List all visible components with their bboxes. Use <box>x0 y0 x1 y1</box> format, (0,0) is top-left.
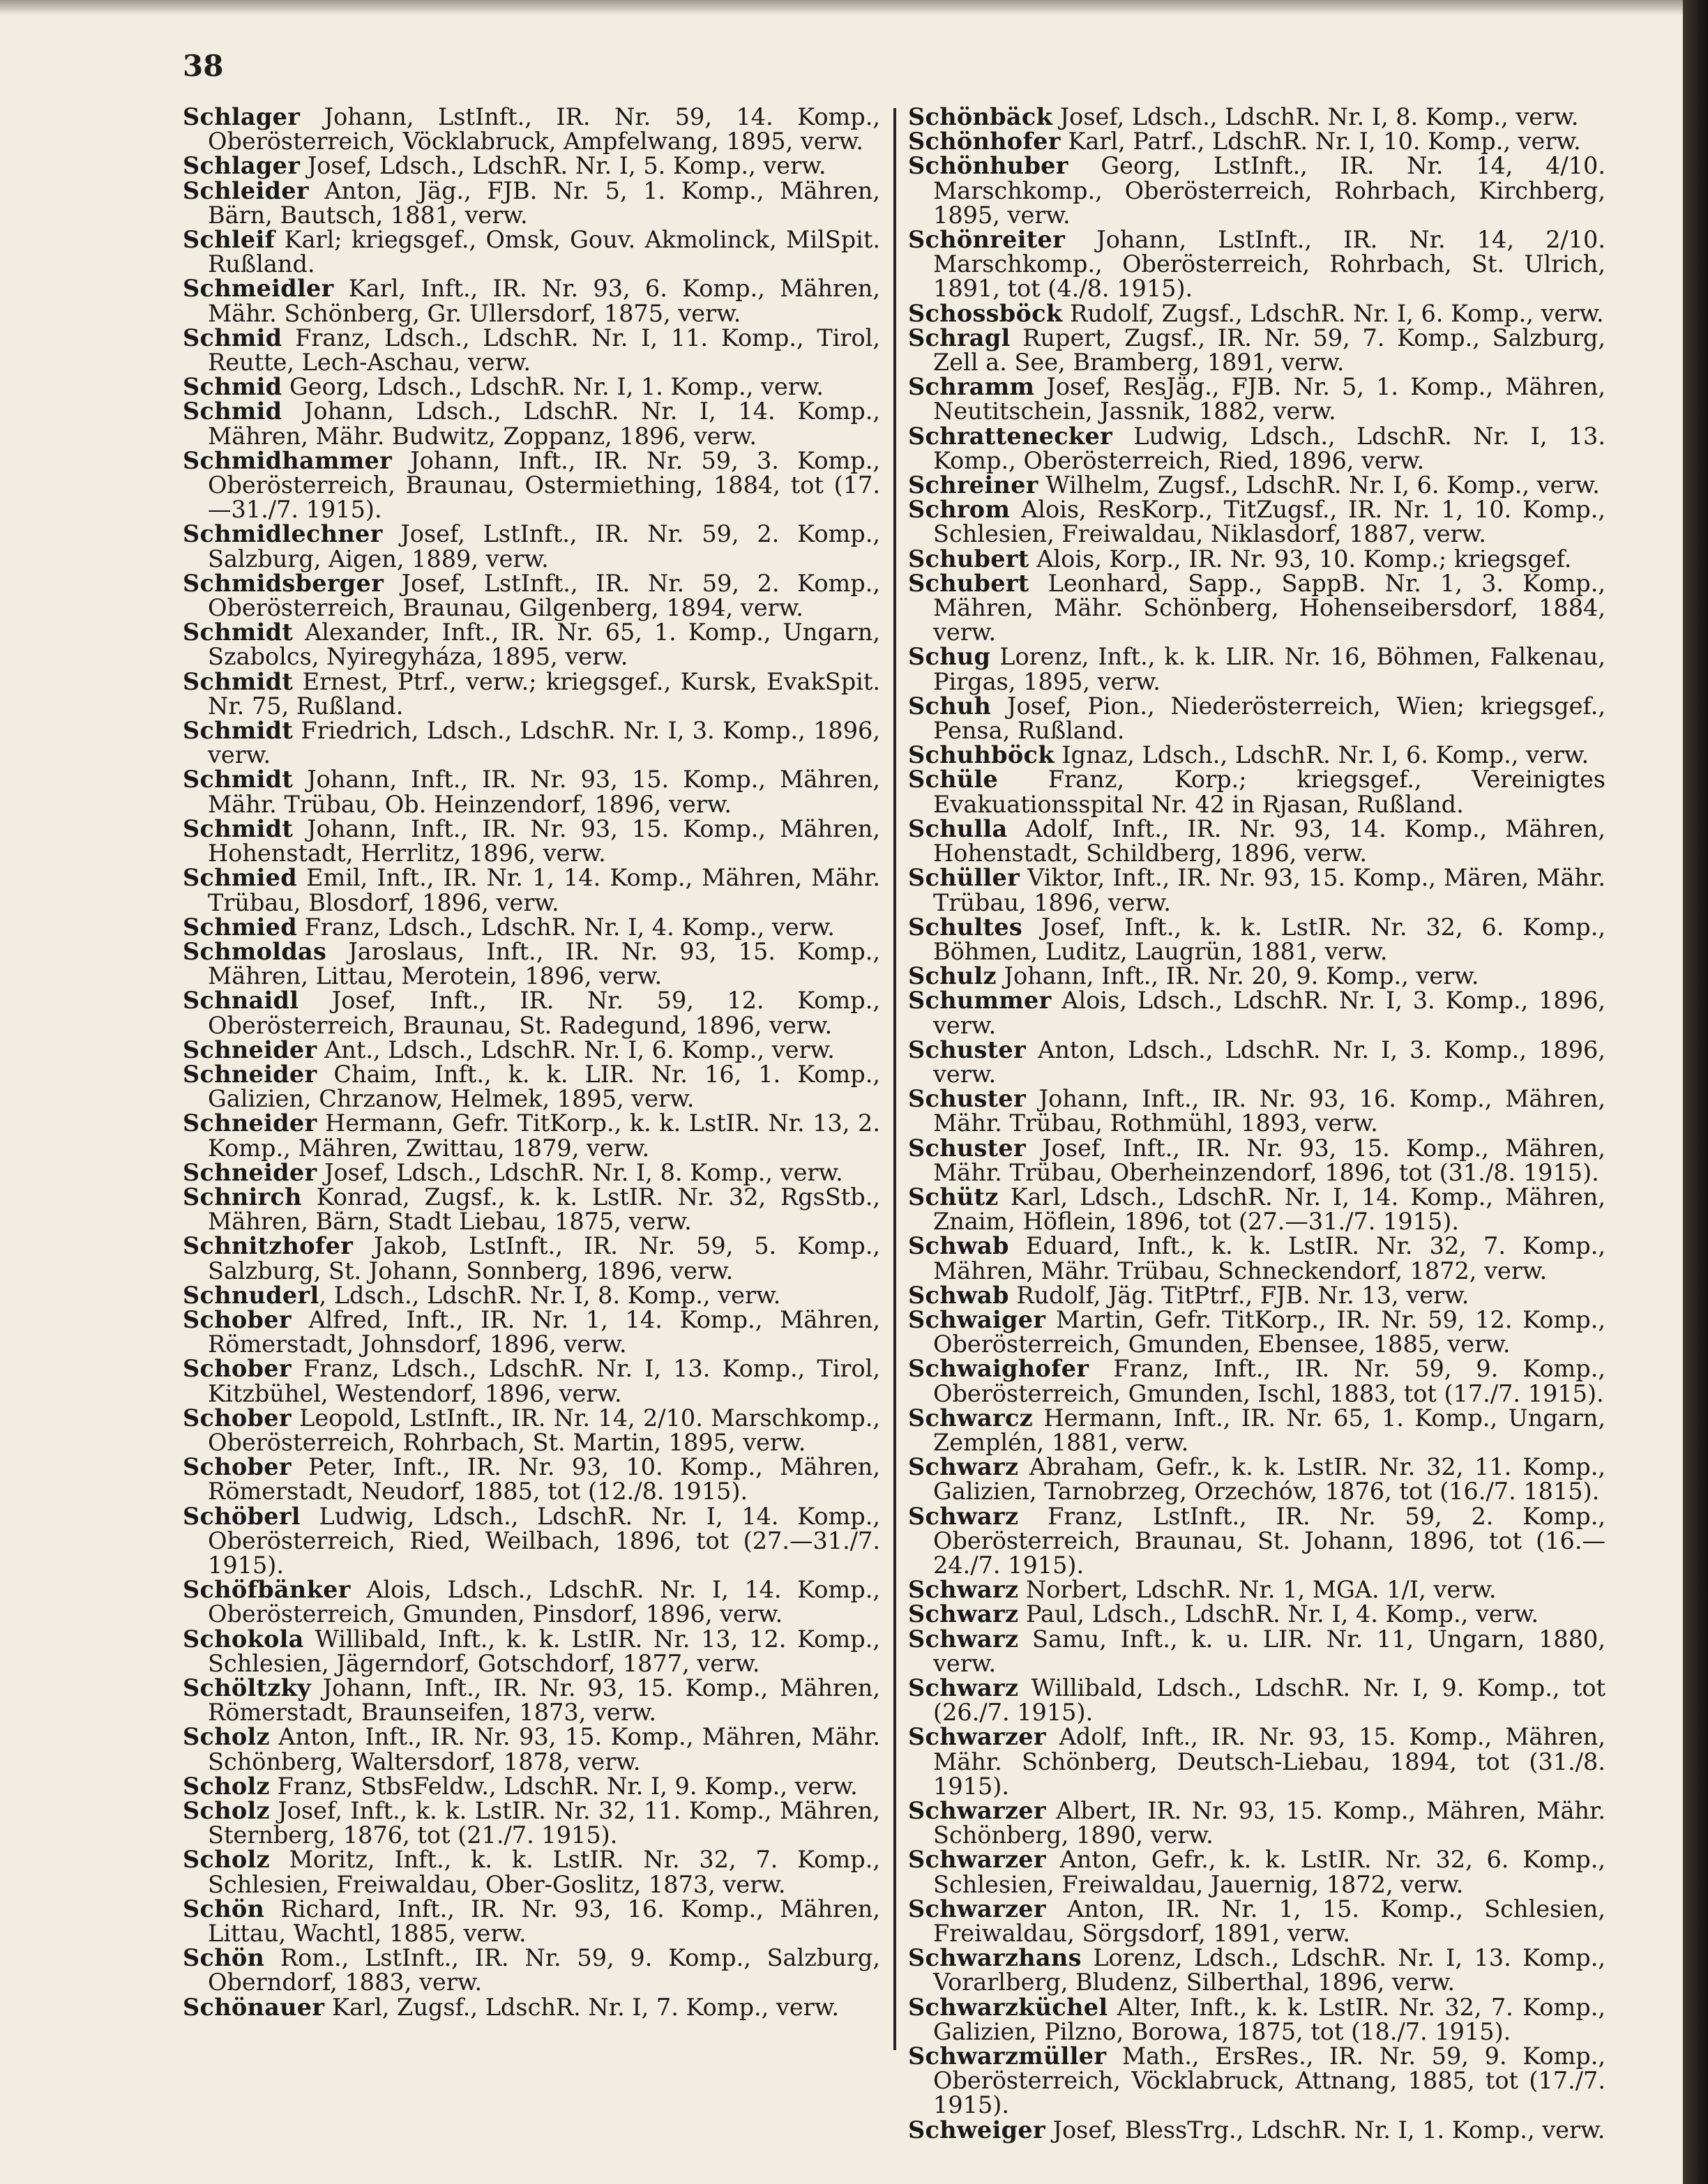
casualty-entry <box>908 1897 1605 1946</box>
casualty-entry <box>908 1946 1605 1994</box>
entry-details: Math., ErsRes., IR. Nr. 59, 9. Komp., Oberösterreich, Vöcklabruck, Attnang, 1885, tot (17./7. 1915). <box>933 2042 1605 2119</box>
casualty-entry <box>908 1724 1605 1798</box>
casualty-entry <box>908 301 1605 326</box>
casualty-entry <box>908 694 1605 743</box>
casualty-entry <box>908 1185 1605 1234</box>
casualty-entry <box>183 374 880 399</box>
casualty-entry <box>183 103 880 156</box>
casualty-entry <box>183 1062 880 1111</box>
entry-surname: Schweiger <box>908 2116 1045 2144</box>
casualty-entry <box>183 1185 880 1234</box>
casualty-entry <box>183 1798 880 1847</box>
entry-details: Wilhelm, Zugsf., LdschR. Nr. I, 6. Komp., verw. <box>1038 471 1600 499</box>
casualty-entry <box>908 1504 1605 1578</box>
entry-surname: Schönhuber <box>908 152 1068 180</box>
entry-surname: Schmidt <box>183 814 294 842</box>
entry-details: Anton, Ldsch., LdschR. Nr. I, 3. Komp., 1896, verw. <box>933 1036 1605 1088</box>
casualty-entry <box>183 522 880 570</box>
entry-details: Johann, LstInft., IR. Nr. 14, 2/10. Marschkomp., Oberösterreich, Rohrbach, St. Ulrich, 1891, tot (4./8. 1915). <box>933 226 1605 303</box>
casualty-entry <box>908 2044 1605 2118</box>
entry-details: Josef, LstInft., IR. Nr. 59, 2. Komp., Salzburg, Aigen, 1889, verw. <box>208 520 880 572</box>
entry-details: Martin, Gefr. TitKorp., IR. Nr. 59, 12. Komp., Oberösterreich, Gmunden, Ebensee, 1885, verw. <box>933 1305 1605 1358</box>
casualty-entry <box>908 1627 1605 1676</box>
entry-surname: Schwab <box>908 1232 1009 1260</box>
entry-surname: Schüller <box>908 864 1020 892</box>
casualty-entry <box>183 1627 880 1676</box>
entry-surname: Schwarzmüller <box>908 2042 1107 2070</box>
entry-details: Peter, Inft., IR. Nr. 93, 10. Komp., Mähren, Römerstadt, Neudorf, 1885, tot (12./8. 1915). <box>208 1453 880 1506</box>
entry-surname: Schmidsberger <box>183 569 384 597</box>
entry-details: Adolf, Inft., IR. Nr. 93, 15. Komp., Mähren, Mähr. Schönberg, Deutsch-Liebau, 1894, tot (31./8. 1915). <box>933 1723 1605 1800</box>
entry-details: Anton, Gefr., k. k. LstIR. Nr. 32, 6. Komp., Schlesien, Freiwaldau, Jauernig, 1872, verw. <box>933 1846 1605 1898</box>
entry-details: Leopold, LstInft., IR. Nr. 14, 2/10. Marschkomp., Oberösterreich, Rohrbach, St. Martin, 1895, verw. <box>208 1404 880 1456</box>
entry-surname: Scholz <box>183 1723 270 1751</box>
entry-details: Franz, LstInft., IR. Nr. 59, 2. Komp., Oberösterreich, Braunau, St. Johann, 1896, tot (16.—24./7. 1915). <box>933 1502 1605 1579</box>
casualty-entry <box>183 571 880 620</box>
entry-surname: Schnirch <box>183 1183 302 1211</box>
entry-details: Alois, ResKorp., TitZugsf., IR. Nr. 1, 10. Komp., Schlesien, Freiwaldau, Niklasdorf, 1887, verw. <box>933 496 1605 548</box>
entry-surname: Schwarzer <box>908 1723 1046 1751</box>
casualty-entry <box>908 1307 1605 1356</box>
entry-surname: Schüle <box>908 766 999 794</box>
entry-details: Josef, Inft., k. k. LstIR. Nr. 32, 6. Komp., Böhmen, Luditz, Laugrün, 1881, verw. <box>933 913 1605 965</box>
entry-details: Josef, BlessTrg., LdschR. Nr. I, 1. Komp., verw. <box>1045 2116 1605 2144</box>
entry-details: Viktor, Inft., IR. Nr. 93, 15. Komp., Mären, Mähr. Trübau, 1896, verw. <box>933 864 1605 916</box>
casualty-entry <box>908 1577 1605 1602</box>
entry-surname: Schöberl <box>183 1502 301 1530</box>
entry-details: Chaim, Inft., k. k. LIR. Nr. 16, 1. Komp., Galizien, Chrzanow, Helmek, 1895, verw. <box>208 1060 880 1113</box>
entry-details: Alois, Korp., IR. Nr. 93, 10. Komp.; kriegsgef. <box>1029 545 1572 572</box>
entry-details: Josef, ResJäg., FJB. Nr. 5, 1. Komp., Mähren, Neutitschein, Jassnik, 1882, verw. <box>933 373 1605 425</box>
entry-details: Abraham, Gefr., k. k. LstIR. Nr. 32, 11. Komp., Galizien, Tarnobrzeg, Orzechów, 1876, tot (16./7. 1815). <box>933 1453 1605 1506</box>
entry-details: Josef, Inft., k. k. LstIR. Nr. 32, 11. Komp., Mähren, Sternberg, 1876, tot (21./7. 1915). <box>208 1797 880 1849</box>
entry-surname: Schöltzky <box>183 1674 311 1701</box>
casualty-entry <box>183 153 880 178</box>
entry-details: Hermann, Inft., IR. Nr. 65, 1. Komp., Ungarn, Zemplén, 1881, verw. <box>933 1404 1605 1456</box>
entry-surname: Schober <box>183 1404 292 1432</box>
casualty-entry <box>183 324 880 377</box>
casualty-entry <box>908 1798 1605 1847</box>
entry-surname: Schulz <box>908 962 997 990</box>
entry-surname: Schmied <box>183 864 297 892</box>
entry-details: Josef, Inft., IR. Nr. 59, 12. Komp., Oberösterreich, Braunau, St. Radegund, 1896, verw. <box>208 987 880 1039</box>
entry-surname: Schwarz <box>908 1625 1019 1653</box>
entry-surname: Schneider <box>183 1060 317 1088</box>
casualty-entry <box>908 1136 1605 1185</box>
entry-details: Josef, LstInft., IR. Nr. 59, 2. Komp., Oberösterreich, Braunau, Gilgenberg, 1894, verw. <box>208 569 880 622</box>
entry-details: Moritz, Inft., k. k. LstIR. Nr. 32, 7. Komp., Schlesien, Freiwaldau, Ober-Goslitz, 1873, verw. <box>208 1846 880 1898</box>
casualty-entry <box>183 1897 880 1946</box>
entry-details: Karl, Inft., IR. Nr. 93, 6. Komp., Mähren, Mähr. Schönberg, Gr. Ullersdorf, 1875, verw. <box>208 275 880 327</box>
entry-surname: Schwarzer <box>908 1846 1046 1874</box>
entry-details: Johann, Inft., IR. Nr. 20, 9. Komp., verw. <box>996 962 1479 990</box>
entry-details: Josef, Ldsch., LdschR. Nr. I, 8. Komp., verw. <box>1052 103 1579 130</box>
casualty-entry <box>908 1234 1605 1282</box>
entry-surname: Schnitzhofer <box>183 1232 354 1260</box>
entry-surname: Schwarzküchel <box>908 1993 1108 2021</box>
casualty-entry <box>908 2118 1605 2142</box>
casualty-entry <box>183 718 880 767</box>
casualty-entry <box>183 1724 880 1773</box>
entry-details: Franz, Ldsch., LdschR. Nr. I, 11. Komp., Tirol, Reutte, Lech-Aschau, verw. <box>208 324 880 377</box>
casualty-entry <box>908 324 1605 377</box>
entry-details: Karl, Ldsch., LdschR. Nr. I, 14. Komp., Mähren, Znaim, Höflein, 1896, tot (27.—31./7. 1915). <box>933 1183 1605 1236</box>
casualty-entry <box>908 374 1605 423</box>
entry-details: Jakob, LstInft., IR. Nr. 59, 5. Komp., Salzburg, St. Johann, Sonnberg, 1896, verw. <box>208 1232 880 1284</box>
page-number: 38 <box>183 49 224 83</box>
entry-surname: Schmidt <box>183 667 294 695</box>
entry-surname: Schuhböck <box>908 741 1055 769</box>
entry-surname: Schwarz <box>908 1600 1019 1628</box>
entry-details: Rupert, Zugsf., IR. Nr. 59, 7. Komp., Salzburg, Zell a. See, Bramberg, 1891, verw. <box>933 324 1605 377</box>
entry-surname: Schubert <box>908 545 1029 572</box>
casualty-entry <box>908 1674 1605 1727</box>
entry-surname: Schrattenecker <box>908 422 1113 450</box>
casualty-entry <box>183 814 880 867</box>
entry-surname: Schön <box>183 1944 265 1972</box>
entry-details: Johann, Inft., IR. Nr. 93, 15. Komp., Mähren, Mähr. Trübau, Ob. Heinzendorf, 1896, verw. <box>208 766 880 818</box>
casualty-entry <box>183 1847 880 1896</box>
casualty-entry <box>183 1356 880 1405</box>
entry-surname: Schmidt <box>183 766 294 794</box>
entry-details: Willibald, Ldsch., LdschR. Nr. I, 9. Komp., tot (26./7. 1915). <box>933 1674 1605 1727</box>
entry-surname: Schubert <box>908 569 1029 597</box>
casualty-entry <box>183 1577 880 1626</box>
entry-surname: Schneider <box>183 1036 317 1063</box>
entry-surname: Schnaidl <box>183 987 299 1015</box>
entry-surname: Scholz <box>183 1797 270 1825</box>
entry-details: Josef, Ldsch., LdschR. Nr. I, 5. Komp., verw. <box>300 152 826 180</box>
entry-surname: Schmied <box>183 913 297 941</box>
entry-surname: Schug <box>908 643 991 671</box>
casualty-entry <box>183 620 880 669</box>
entry-surname: Schwarzhans <box>908 1944 1082 1972</box>
entry-surname: Schulla <box>908 814 1008 842</box>
casualty-entry <box>183 1946 880 1994</box>
entry-surname: Scholz <box>183 1846 270 1874</box>
entry-details: Leonhard, Sapp., SappB. Nr. 1, 3. Komp., Mähren, Mähr. Schönberg, Hohenseibersdorf, 1884, verw. <box>933 569 1605 646</box>
entry-details: Karl, Patrf., LdschR. Nr. I, 10. Komp., verw. <box>1060 128 1581 156</box>
entry-surname: Schober <box>183 1305 292 1333</box>
entry-surname: Schwarz <box>908 1576 1019 1604</box>
page-top-shadow <box>0 0 1688 15</box>
casualty-entry <box>908 1086 1605 1135</box>
casualty-entry <box>183 1453 880 1506</box>
entry-surname: Schmidlechner <box>183 520 383 548</box>
casualty-entry <box>183 865 880 914</box>
casualty-entry <box>908 964 1605 988</box>
casualty-entry <box>183 767 880 816</box>
casualty-entry <box>908 571 1605 645</box>
entry-surname: Schwab <box>908 1281 1009 1309</box>
entry-details: Karl; kriegsgef., Omsk, Gouv. Akmolinck, MilSpit. Rußland. <box>208 226 880 278</box>
casualty-entry <box>908 128 1605 156</box>
casualty-entry <box>908 988 1605 1037</box>
entry-surname: Schlager <box>183 103 301 130</box>
left-column <box>183 105 880 2019</box>
entry-details: Alois, Ldsch., LdschR. Nr. I, 3. Komp., 1896, verw. <box>933 987 1605 1039</box>
entry-details: Alfred, Inft., IR. Nr. 1, 14. Komp., Mähren, Römerstadt, Johnsdorf, 1896, verw. <box>208 1305 880 1358</box>
entry-surname: Schmidt <box>183 619 294 646</box>
casualty-entry <box>183 1111 880 1160</box>
entry-surname: Schmidhammer <box>183 446 393 474</box>
casualty-entry <box>908 497 1605 546</box>
entry-surname: Schreiner <box>908 471 1038 499</box>
casualty-entry <box>908 1847 1605 1896</box>
entry-details: Johann, Inft., IR. Nr. 93, 16. Komp., Mähren, Mähr. Trübau, Rothmühl, 1893, verw. <box>933 1085 1605 1137</box>
entry-details: Georg, Ldsch., LdschR. Nr. I, 1. Komp., verw. <box>282 373 824 401</box>
casualty-entry <box>183 1406 880 1455</box>
casualty-entry <box>908 547 1605 571</box>
casualty-entry <box>908 1283 1605 1307</box>
casualty-entry <box>183 939 880 988</box>
entry-surname: Scholz <box>183 1772 270 1800</box>
right-column <box>908 105 1605 2142</box>
entry-surname: Schmeidler <box>183 275 334 303</box>
casualty-entry <box>183 1504 880 1578</box>
entry-surname: Schnuderl <box>183 1281 319 1309</box>
entry-details: Rudolf, Zugsf., LdschR. Nr. I, 6. Komp., verw. <box>1062 299 1604 327</box>
entry-details: Friedrich, Ldsch., LdschR. Nr. I, 3. Komp., 1896, verw. <box>208 717 880 769</box>
entry-surname: Schwarcz <box>908 1404 1033 1432</box>
entry-details: Richard, Inft., IR. Nr. 93, 16. Komp., Mähren, Littau, Wachtl, 1885, verw. <box>208 1895 880 1948</box>
entry-details: Adolf, Inft., IR. Nr. 93, 14. Komp., Mähren, Hohenstadt, Schildberg, 1896, verw. <box>933 814 1605 867</box>
entry-surname: Schragl <box>908 324 1011 351</box>
entry-details: Franz, Ldsch., LdschR. Nr. I, 13. Komp., Tirol, Kitzbühel, Westendorf, 1896, verw. <box>208 1355 880 1407</box>
casualty-entry <box>908 473 1605 497</box>
casualty-entry <box>908 1602 1605 1626</box>
entry-surname: Schober <box>183 1355 292 1383</box>
entry-details: Franz, StbsFeldw., LdschR. Nr. I, 9. Komp., verw. <box>269 1772 858 1800</box>
entry-details: Rudolf, Jäg. TitPtrf., FJB. Nr. 13, verw. <box>1008 1281 1469 1309</box>
casualty-entry <box>908 1356 1605 1405</box>
casualty-entry <box>908 644 1605 693</box>
entry-details: Alexander, Inft., IR. Nr. 65, 1. Komp., Ungarn, Szabolcs, Nyiregyháza, 1895, verw. <box>208 619 880 671</box>
entry-surname: Schneider <box>183 1158 317 1186</box>
entry-surname: Schmid <box>183 324 282 351</box>
entry-surname: Schummer <box>908 987 1052 1015</box>
entry-surname: Schultes <box>908 913 1023 941</box>
entry-details: Alter, Inft., k. k. LstIR. Nr. 32, 7. Komp., Galizien, Pilzno, Borowa, 1875, tot (18./7. 1915). <box>933 1993 1605 2045</box>
entry-details: Lorenz, Inft., k. k. LIR. Nr. 16, Böhmen, Falkenau, Pirgas, 1895, verw. <box>933 643 1605 695</box>
casualty-entry <box>908 915 1605 964</box>
entry-surname: Schwarz <box>908 1674 1019 1701</box>
entry-details: Ernest, Ptrf., verw.; kriegsgef., Kursk, EvakSpit. Nr. 75, Rußland. <box>208 667 880 720</box>
entry-surname: Schuster <box>908 1134 1027 1162</box>
entry-surname: Schwarz <box>908 1453 1019 1481</box>
casualty-entry <box>908 743 1605 767</box>
entry-details: Albert, IR. Nr. 93, 15. Komp., Mähren, Mähr. Schönberg, 1890, verw. <box>933 1797 1605 1849</box>
entry-surname: Schuh <box>908 692 992 720</box>
entry-surname: Schlager <box>183 152 301 180</box>
entry-surname: Schmidt <box>183 717 294 745</box>
entry-details: Norbert, LdschR. Nr. 1, MGA. 1/I, verw. <box>1018 1576 1497 1604</box>
entry-details: Josef, Ldsch., LdschR. Nr. I, 8. Komp., verw. <box>317 1158 843 1186</box>
entry-surname: Schramm <box>908 373 1035 401</box>
entry-details: Ludwig, Ldsch., LdschR. Nr. I, 14. Komp., Oberösterreich, Ried, Weilbach, 1896, tot (27.—31./7. 1915). <box>208 1502 880 1579</box>
entry-surname: Schütz <box>908 1183 999 1211</box>
casualty-entry <box>183 669 880 718</box>
entry-details: , Ldsch., LdschR. Nr. I, 8. Komp., verw. <box>319 1281 781 1309</box>
page-edge-shadow <box>1683 0 1708 2184</box>
casualty-entry <box>183 399 880 448</box>
column-divider <box>893 108 896 2050</box>
casualty-entry <box>183 1674 880 1727</box>
entry-details: Anton, IR. Nr. 1, 15. Komp., Schlesien, Freiwaldau, Sörgsdorf, 1891, verw. <box>933 1895 1605 1948</box>
entry-details: Eduard, Inft., k. k. LstIR. Nr. 32, 7. Komp., Mähren, Mähr. Trübau, Schneckendorf, 1872, verw. <box>933 1232 1605 1284</box>
entry-details: Karl, Zugsf., LdschR. Nr. I, 7. Komp., verw. <box>324 1993 840 2021</box>
casualty-entry <box>908 1406 1605 1455</box>
entry-surname: Schönbäck <box>908 103 1053 130</box>
entry-details: Alois, Ldsch., LdschR. Nr. I, 14. Komp., Oberösterreich, Gmunden, Pinsdorf, 1896, verw. <box>208 1576 880 1628</box>
entry-surname: Schwarzer <box>908 1797 1046 1825</box>
casualty-entry <box>183 1160 880 1185</box>
entry-surname: Schokola <box>183 1625 304 1653</box>
entry-details: Anton, Inft., IR. Nr. 93, 15. Komp., Mähren, Mähr. Schönberg, Waltersdorf, 1878, verw. <box>208 1723 880 1775</box>
entry-surname: Schmoldas <box>183 937 327 965</box>
entry-details: Franz, Korp.; kriegsgef., Vereinigtes Evakuationsspital Nr. 42 in Rjasan, Rußland. <box>933 766 1605 818</box>
casualty-entry <box>908 1453 1605 1506</box>
entry-surname: Schuster <box>908 1085 1027 1113</box>
entry-details: Willibald, Inft., k. k. LstIR. Nr. 13, 12. Komp., Schlesien, Jägerndorf, Gotschdorf, 1877, verw. <box>208 1625 880 1677</box>
casualty-entry <box>908 105 1605 129</box>
entry-details: Anton, Jäg., FJB. Nr. 5, 1. Komp., Mähren, Bärn, Bautsch, 1881, verw. <box>208 176 880 229</box>
entry-details: Johann, Inft., IR. Nr. 93, 15. Komp., Mähren, Hohenstadt, Herrlitz, 1896, verw. <box>208 814 880 867</box>
casualty-entry <box>908 424 1605 473</box>
casualty-entry <box>908 767 1605 816</box>
entry-details: Paul, Ldsch., LdschR. Nr. I, 4. Komp., verw. <box>1018 1600 1539 1628</box>
entry-surname: Schönhofer <box>908 128 1061 156</box>
entry-surname: Schmid <box>183 397 282 425</box>
entry-details: Georg, LstInft., IR. Nr. 14, 4/10. Marschkomp., Oberösterreich, Rohrbach, Kirchberg, 1895, verw. <box>933 152 1605 229</box>
entry-surname: Schwarzer <box>908 1895 1046 1923</box>
entry-details: Ignaz, Ldsch., LdschR. Nr. I, 6. Komp., verw. <box>1054 741 1589 769</box>
casualty-entry <box>183 1307 880 1356</box>
entry-details: Josef, Pion., Niederösterreich, Wien; kriegsgef., Pensa, Rußland. <box>933 692 1605 745</box>
casualty-entry <box>183 1234 880 1282</box>
entry-details: Johann, Inft., IR. Nr. 59, 3. Komp., Oberösterreich, Braunau, Ostermiething, 1884, tot (17.—31./7. 1915). <box>208 446 880 524</box>
entry-details: Lorenz, Ldsch., LdschR. Nr. I, 13. Komp., Vorarlberg, Bludenz, Silberthal, 1896, verw. <box>933 1944 1605 1996</box>
entry-details: Jaroslaus, Inft., IR. Nr. 93, 15. Komp., Mähren, Littau, Merotein, 1896, verw. <box>208 937 880 990</box>
entry-details: Josef, Inft., IR. Nr. 93, 15. Komp., Mähren, Mähr. Trübau, Oberheinzendorf, 1896, tot (31./8. 1915). <box>933 1134 1605 1186</box>
entry-surname: Schober <box>183 1453 292 1481</box>
entry-surname: Schwarz <box>908 1502 1019 1530</box>
casualty-entry <box>183 448 880 522</box>
entry-surname: Schwaiger <box>908 1305 1046 1333</box>
casualty-entry <box>908 153 1605 227</box>
casualty-entry <box>908 814 1605 867</box>
entry-details: Ludwig, Ldsch., LdschR. Nr. I, 13. Komp., Oberösterreich, Ried, 1896, verw. <box>933 422 1605 474</box>
casualty-entry <box>908 227 1605 301</box>
entry-details: Ant., Ldsch., LdschR. Nr. I, 6. Komp., verw. <box>317 1036 835 1063</box>
entry-surname: Schöfbänker <box>183 1576 351 1604</box>
entry-surname: Schleider <box>183 176 309 204</box>
entry-details: Rom., LstInft., IR. Nr. 59, 9. Komp., Salzburg, Oberndorf, 1883, verw. <box>208 1944 880 1996</box>
casualty-entry <box>908 865 1605 914</box>
entry-details: Hermann, Gefr. TitKorp., k. k. LstIR. Nr. 13, 2. Komp., Mähren, Zwittau, 1879, verw. <box>208 1109 880 1162</box>
casualty-entry <box>183 176 880 229</box>
entry-details: Johann, Inft., IR. Nr. 93, 15. Komp., Mähren, Römerstadt, Braunseifen, 1873, verw. <box>208 1674 880 1727</box>
entry-surname: Schneider <box>183 1109 317 1137</box>
entry-surname: Schwaighofer <box>908 1355 1089 1383</box>
entry-surname: Schuster <box>908 1036 1027 1063</box>
casualty-entry <box>183 1038 880 1062</box>
casualty-entry <box>908 1038 1605 1086</box>
entry-details: Franz, Inft., IR. Nr. 59, 9. Komp., Oberösterreich, Gmunden, Ischl, 1883, tot (17./7. 1915). <box>933 1355 1605 1407</box>
casualty-entry <box>908 1995 1605 2044</box>
entry-surname: Schossböck <box>908 299 1063 327</box>
casualty-entry <box>183 1995 880 2019</box>
casualty-entry <box>183 915 880 939</box>
entry-details: Franz, Ldsch., LdschR. Nr. I, 4. Komp., verw. <box>296 913 835 941</box>
casualty-entry <box>183 1774 880 1798</box>
entry-surname: Schrom <box>908 496 1011 524</box>
entry-surname: Schleif <box>183 226 275 254</box>
casualty-entry <box>183 988 880 1037</box>
entry-details: Emil, Inft., IR. Nr. 1, 14. Komp., Mähren, Mähr. Trübau, Blosdorf, 1896, verw. <box>208 864 880 916</box>
casualty-entry <box>183 1283 880 1307</box>
casualty-entry <box>183 276 880 325</box>
entry-details: Samu, Inft., k. u. LIR. Nr. 11, Ungarn, 1880, verw. <box>933 1625 1605 1677</box>
entry-surname: Schönauer <box>183 1993 325 2021</box>
entry-details: Konrad, Zugsf., k. k. LstIR. Nr. 32, RgsStb., Mähren, Bärn, Stadt Liebau, 1875, verw. <box>208 1183 880 1236</box>
entry-details: Johann, Ldsch., LdschR. Nr. I, 14. Komp., Mähren, Mähr. Budwitz, Zoppanz, 1896, verw. <box>208 397 880 450</box>
casualty-entry <box>183 227 880 276</box>
entry-details: Johann, LstInft., IR. Nr. 59, 14. Komp., Oberösterreich, Vöcklabruck, Ampfelwang, 1895, verw. <box>208 103 880 156</box>
entry-surname: Schönreiter <box>908 226 1066 254</box>
entry-surname: Schmid <box>183 373 282 401</box>
entry-surname: Schön <box>183 1895 265 1923</box>
